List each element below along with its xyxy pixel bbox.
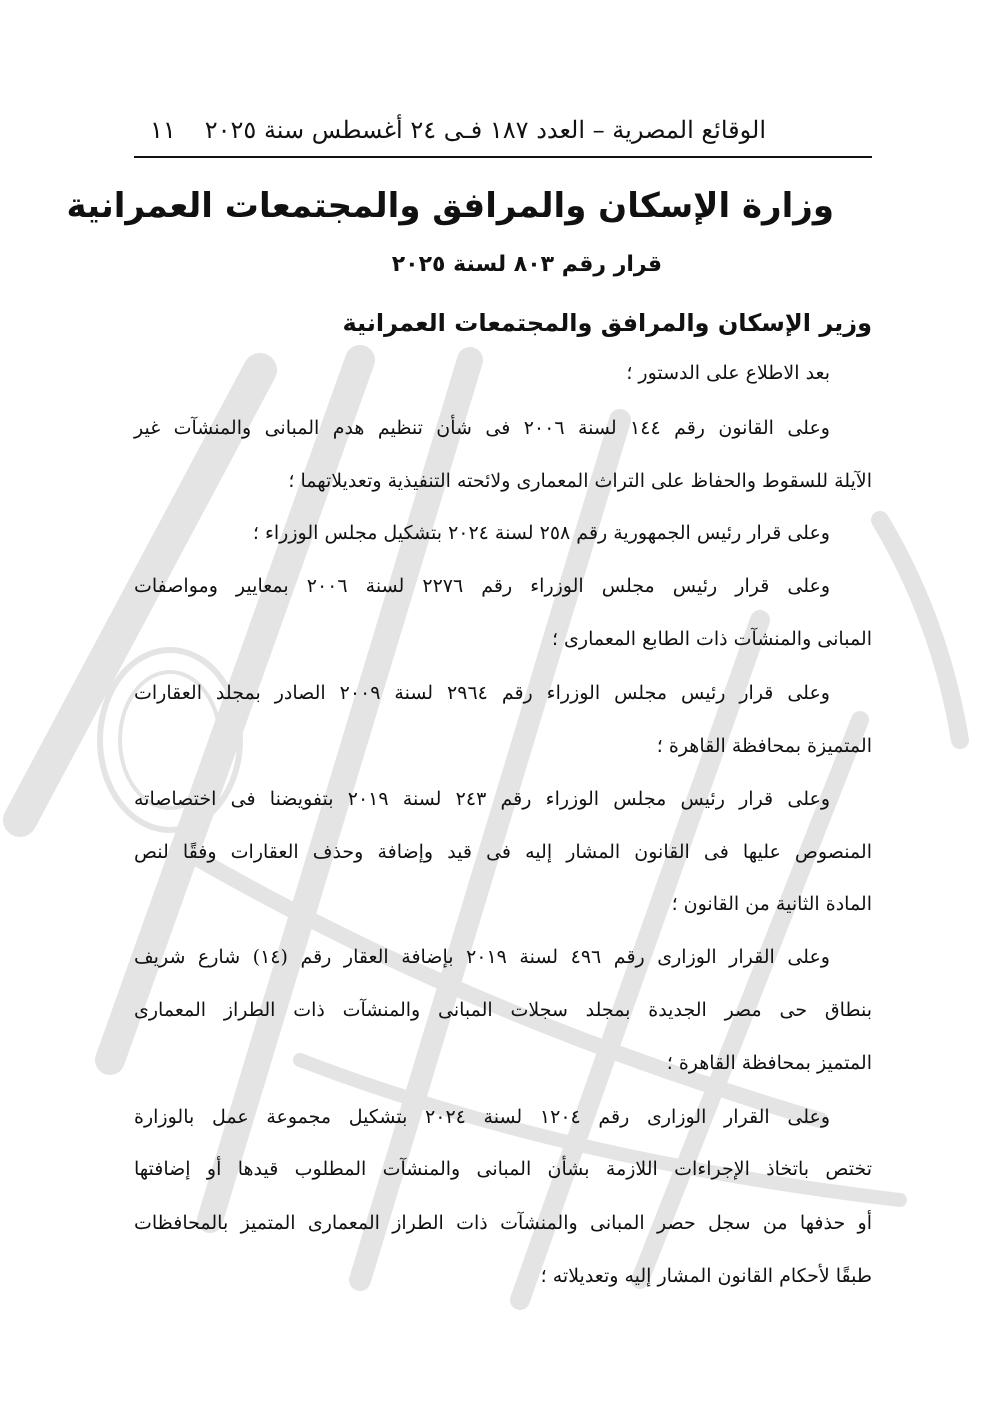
decree-number: قرار رقم ٨٠٣ لسنة ٢٠٢٥ (391, 252, 662, 277)
body-line: بنطاق حى مصر الجديدة بمجلد سجلات المبانى والمنشآت ذات الطراز المعمارى (134, 999, 872, 1021)
ministry-title: وزارة الإسكان والمرافق والمجتمعات العمرانية (66, 186, 834, 226)
page-number: ١١ (150, 116, 176, 144)
body-line: المنصوص عليها فى القانون المشار إليه فى قيد وإضافة وحذف العقارات وفقًا لنص (134, 841, 872, 863)
minister-title: وزير الإسكان والمرافق والمجتمعات العمرانية (342, 309, 872, 337)
running-header (134, 112, 872, 158)
body-line: وعلى القرار الوزارى رقم ٤٩٦ لسنة ٢٠١٩ بإضافة العقار رقم (١٤) شارع شريف (134, 946, 830, 968)
body-line: وعلى قرار رئيس مجلس الوزراء رقم ٢٢٧٦ لسنة ٢٠٠٦ بمعايير ومواصفات (134, 575, 830, 597)
gazette-header-title: الوقائع المصرية – العدد ١٨٧ فـى ٢٤ أغسطس سنة ٢٠٢٥ (204, 116, 766, 144)
body-line: وعلى القانون رقم ١٤٤ لسنة ٢٠٠٦ فى شأن تنظيم هدم المبانى والمنشآت غير (134, 417, 830, 439)
body-line: المادة الثانية من القانون ؛ (671, 893, 872, 915)
body-line: وعلى قرار رئيس الجمهورية رقم ٢٥٨ لسنة ٢٠٢٤ بتشكيل مجلس الوزراء ؛ (252, 522, 830, 544)
body-line: الآيلة للسقوط والحفاظ على التراث المعمارى ولائحته التنفيذية وتعديلاتهما ؛ (288, 470, 872, 492)
body-line: وعلى القرار الوزارى رقم ١٢٠٤ لسنة ٢٠٢٤ بتشكيل مجموعة عمل بالوزارة (134, 1106, 830, 1128)
body-line: طبقًا لأحكام القانون المشار إليه وتعديلاته ؛ (540, 1265, 872, 1287)
body-line: تختص باتخاذ الإجراءات اللازمة بشأن المبانى والمنشآت المطلوب قيدها أو إضافتها (134, 1158, 872, 1180)
body-line: وعلى قرار رئيس مجلس الوزراء رقم ٢٩٦٤ لسنة ٢٠٠٩ الصادر بمجلد العقارات (134, 682, 830, 704)
body-line: المتميزة بمحافظة القاهرة ؛ (656, 735, 872, 757)
body-line: وعلى قرار رئيس مجلس الوزراء رقم ٢٤٣ لسنة ٢٠١٩ بتفويضنا فى اختصاصاته (134, 788, 830, 810)
body-line: المتميز بمحافظة القاهرة ؛ (666, 1052, 872, 1074)
body-line: بعد الاطلاع على الدستور ؛ (626, 362, 830, 384)
body-line: أو حذفها من سجل حصر المبانى والمنشآت ذات الطراز المعمارى المتميز بالمحافظات (134, 1212, 872, 1234)
body-line: المبانى والمنشآت ذات الطابع المعمارى ؛ (551, 628, 872, 650)
